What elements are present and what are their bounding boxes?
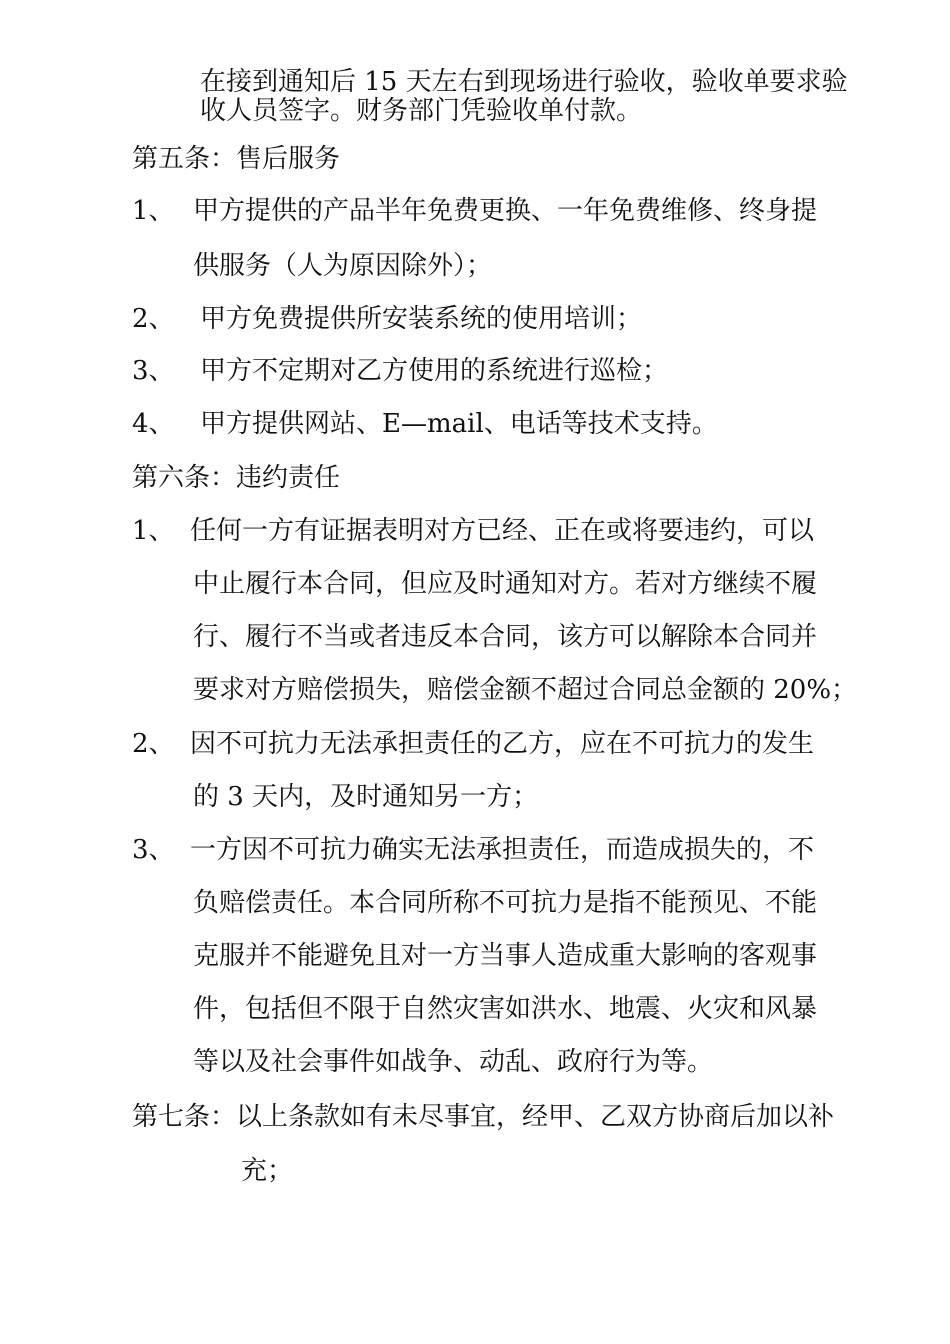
article6-heading: 第六条：违约责任 — [132, 463, 341, 493]
article5-item-4-number: 4、 — [132, 409, 175, 439]
article5-item-4-line-1: 甲方提供网站、E—mail、电话等技术支持。 — [200, 409, 718, 439]
article6-item-3-line-3: 克服并不能避免且对一方当事人造成重大影响的客观事 — [193, 941, 818, 971]
article5-item-3-line-1: 甲方不定期对乙方使用的系统进行巡检； — [200, 356, 669, 386]
article7-line-1: 以上条款如有未尽事宜，经甲、乙双方协商后加以补 — [236, 1102, 835, 1132]
article5-item-2-line-1: 甲方免费提供所安装系统的使用培训； — [200, 304, 643, 334]
article6-item-3-line-5: 等以及社会事件如战争、动乱、政府行为等。 — [193, 1047, 714, 1077]
article6-item-1-line-1: 任何一方有证据表明对方已经、正在或将要违约，可以 — [190, 516, 815, 546]
intro-line-1: 在接到通知后 15 天左右到现场进行验收，验收单要求验 — [200, 67, 848, 97]
article6-item-2-line-2: 的 3 天内，及时通知另一方； — [193, 782, 539, 812]
article6-item-3-line-2: 负赔偿责任。本合同所称不可抗力是指不能预见、不能 — [193, 888, 818, 918]
article6-item-3-number: 3、 — [132, 835, 175, 865]
article6-item-1-line-4: 要求对方赔偿损失，赔偿金额不超过合同总金额的 20%； — [193, 675, 858, 705]
article5-item-1-line-2: 供服务（人为原因除外）； — [193, 251, 493, 281]
article6-item-1-number: 1、 — [132, 516, 175, 546]
article5-item-2-number: 2、 — [132, 304, 175, 334]
article5-item-3-number: 3、 — [132, 356, 175, 386]
article6-item-1-line-3: 行、履行不当或者违反本合同，该方可以解除本合同并 — [193, 622, 818, 652]
article6-item-3-line-1: 一方因不可抗力确实无法承担责任，而造成损失的，不 — [190, 835, 815, 865]
article6-item-3-line-4: 件，包括但不限于自然灾害如洪水、地震、火灾和风暴 — [193, 994, 818, 1024]
intro-line-2: 收人员签字。财务部门凭验收单付款。 — [200, 96, 643, 126]
article5-heading: 第五条：售后服务 — [132, 144, 341, 174]
article6-item-2-number: 2、 — [132, 729, 175, 759]
article7-label: 第七条： — [132, 1102, 237, 1132]
article6-item-1-line-2: 中止履行本合同，但应及时通知对方。若对方继续不履 — [193, 569, 818, 599]
article5-item-1-line-1: 甲方提供的产品半年免费更换、一年免费维修、终身提 — [193, 196, 818, 226]
article5-item-1-number: 1、 — [132, 196, 175, 226]
article7-line-2: 充； — [241, 1156, 294, 1186]
article6-item-2-line-1: 因不可抗力无法承担责任的乙方，应在不可抗力的发生 — [190, 729, 815, 759]
